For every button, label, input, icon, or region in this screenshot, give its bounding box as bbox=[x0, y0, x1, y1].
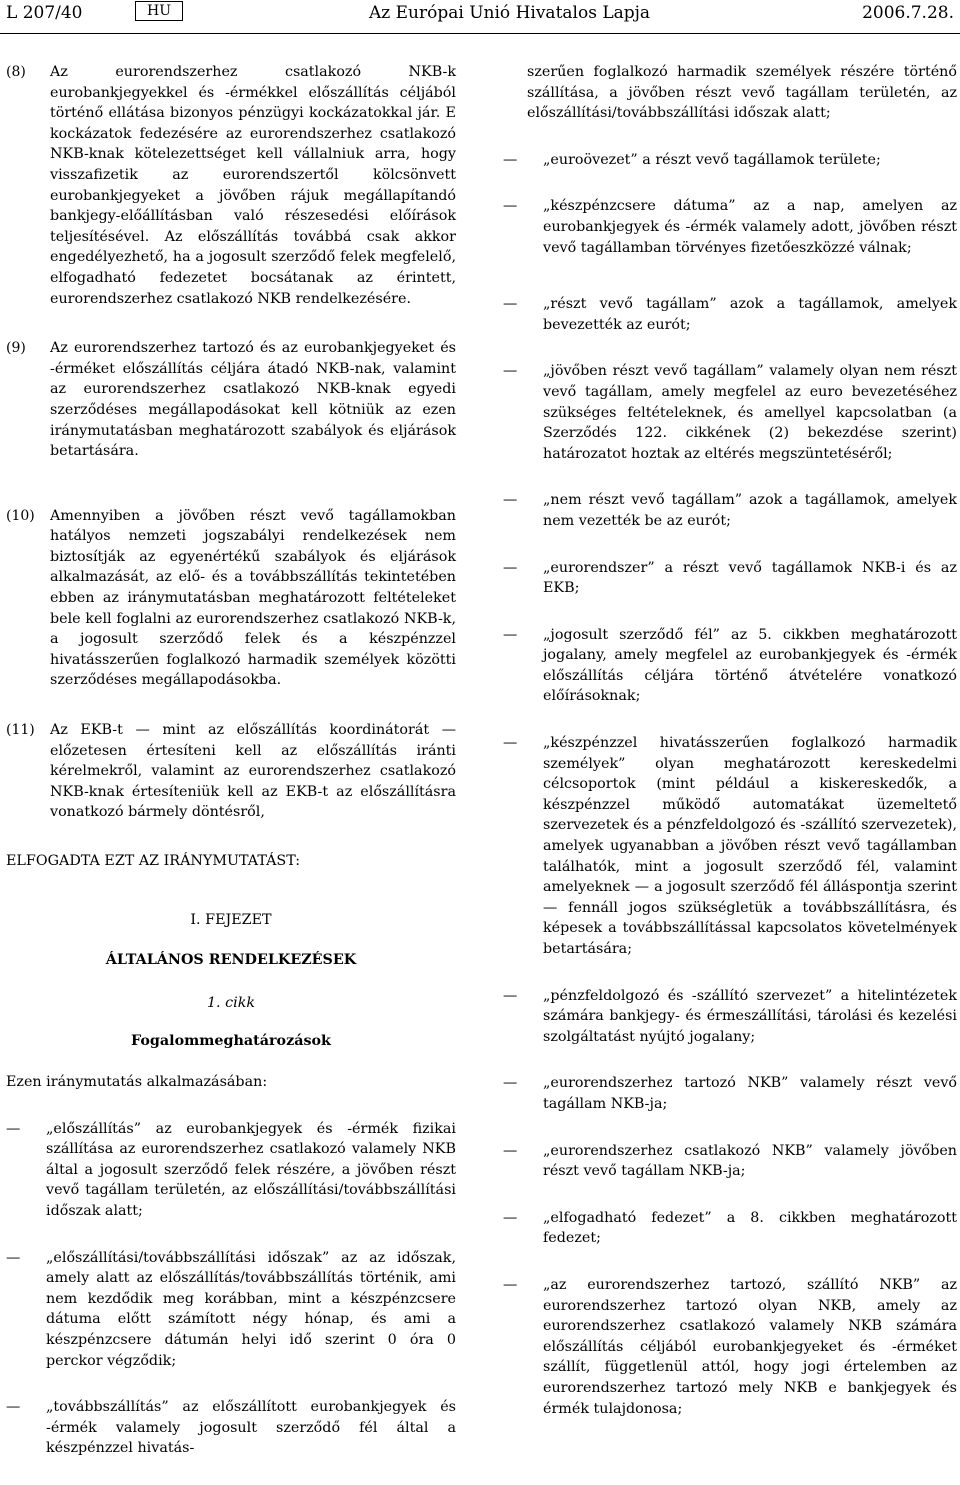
dash-marker: — bbox=[503, 1276, 518, 1293]
definition-item bbox=[503, 1208, 957, 1249]
publication-date: 2006.7.28. bbox=[862, 3, 954, 23]
page-reference: L 207/40 bbox=[6, 3, 83, 23]
definition-item bbox=[503, 1275, 957, 1419]
right-column bbox=[503, 62, 957, 1419]
article-number: 1. cikk bbox=[206, 994, 256, 1011]
definition-text: „elfogadható fedezet” a 8. cikkben meghatározott fedezet; bbox=[543, 1209, 957, 1247]
definition-item bbox=[503, 361, 957, 464]
definition-text: „készpénzzel hivatásszerűen foglalkozó harmadik személyek” olyan meghatározott kereskedelmi célcsoportok (mint például a kiskereskedők, a készpénzzel működő automatákat üzemeltető szervezetek és a pénzfeldolgozó és -szállító szervezetek), amelyek ugyanabban a jövőben részt vevő tagállamban találhatók, mint a jogosult szerződő fél, valamint amelyeknek — a jogosult szerződő fél álláspontja szerint — fennáll jogos szükségletük a továbbszállításra, és képesek a továbbszállítással kapcsolatos követelmények betartására; bbox=[543, 735, 957, 957]
definition-text: „nem részt vevő tagállam” azok a tagállamok, amelyek nem vezették be az eurót; bbox=[543, 492, 957, 529]
continuation-text: szerűen foglalkozó harmadik személyek részére történő szállítása, a jövőben részt vevő tagállam területén, az előszállítási/továbbszállítási időszak alatt; bbox=[527, 64, 957, 122]
definition-item bbox=[503, 150, 957, 171]
definition-text: „euroövezet” a részt vevő tagállamok területe; bbox=[543, 151, 881, 168]
language-badge: HU bbox=[135, 1, 183, 21]
page-header bbox=[0, 0, 960, 28]
header-rule bbox=[0, 33, 960, 34]
definition-text: „eurorendszer” a részt vevő tagállamok NKB-i és az EKB; bbox=[543, 559, 957, 597]
recital-text: Az eurorendszerhez csatlakozó NKB-k eurobankjegyekkel és -érmékkel előszállítás céljából történő ellátása bizonyos pénzügyi kockázatokkal jár. E kockázatok fedezésére az eurorendszerhez csatlakozó NKB-knak kötelezettséget kell vállalniuk arra, hogy visszafizetik az eurorendszertől kölcsönvett eurobankjegyeket a jövőben rájuk megállapítandó bankjegy-előállításban való részesedési előírások teljesítésével. Az előszállítás továbbá csak akkor engedélyezhető, ha a jogosult szerződő felek megfelelő, elfogadható fedezetet bocsátanak az érintett, eurorendszerhez csatlakozó NKB rendelkezésére. bbox=[50, 64, 456, 307]
recital-number: (11) bbox=[6, 722, 35, 739]
recital-text: Az eurorendszerhez tartozó és az eurobankjegyeket és -érméket előszállítás céljára átadó NKB-nak, valamint az eurorendszerhez csatlakozó NKB-knak egyedi szerződéses megállapodásokat kell kötniük az ezen iránymutatásban meghatározott szabályok és eljárások betartására. bbox=[50, 340, 456, 460]
definitions-intro: Ezen iránymutatás alkalmazásában: bbox=[6, 1073, 268, 1090]
definition-item bbox=[503, 294, 957, 335]
dash-marker: — bbox=[503, 363, 518, 380]
recital bbox=[6, 62, 456, 309]
dash-marker: — bbox=[503, 151, 518, 168]
definition-text: „továbbszállítás” az előszállított eurobankjegyek és -érmék valamely jogosult szerződő fél által a készpénzzel hivatás- bbox=[46, 1399, 456, 1457]
recital-number: (8) bbox=[6, 64, 26, 80]
dash-marker: — bbox=[6, 1249, 21, 1266]
dash-marker: — bbox=[503, 1075, 518, 1092]
chapter-number: I. FEJEZET bbox=[190, 911, 272, 928]
definition-text: „előszállítási/továbbszállítási időszak” az az időszak, amely alatt az előszállítás/továbbszállítás történik, ami nem kezdődik meg korábban, mint a készpénzcsere dátuma előtt számított négy hónap, és ami a készpénzcsere dátumán helyi idő szerint 0 óra 0 perckor végződik; bbox=[46, 1249, 456, 1369]
dash-marker: — bbox=[6, 1120, 21, 1137]
dash-marker: — bbox=[503, 987, 518, 1004]
left-column bbox=[6, 62, 456, 1485]
dash-marker: — bbox=[503, 1209, 518, 1226]
definition-text: „készpénzcsere dátuma” az a nap, amelyen az eurobankjegyek és -érmék valamely adott, jövőben részt vevő tagállamban törvényes fizetőeszközzé válnak; bbox=[543, 198, 957, 256]
definition-item bbox=[503, 733, 957, 960]
dash-marker: — bbox=[503, 492, 518, 509]
recital-text: Amennyiben a jövőben részt vevő tagállamokban hatályos nemzeti jogszabályi rendelkezések nem biztosítják az egyenértékű szabályok és eljárások alkalmazását, az elő- és a továbbszállítás tekintetében ebben az iránymutatásban meghatározott feltételeket bele kell foglalni az eurorendszerhez csatlakozó NKB-k, a jogosult szerződő felek és a készpénzzel hivatásszerűen foglalkozó harmadik személyek közötti szerződéses megállapodásokba. bbox=[50, 507, 456, 689]
dash-marker: — bbox=[503, 198, 518, 215]
definition-text: „részt vevő tagállam” azok a tagállamok, amelyek bevezették az eurót; bbox=[543, 296, 957, 333]
dash-marker: — bbox=[503, 559, 518, 576]
dash-marker: — bbox=[503, 735, 518, 752]
definition-item bbox=[503, 558, 957, 599]
definition-item bbox=[6, 1397, 456, 1459]
recital-number: (10) bbox=[6, 507, 35, 524]
dash-marker: — bbox=[6, 1399, 21, 1416]
definition-item bbox=[503, 1141, 957, 1182]
recital-text: Az EKB-t — mint az előszállítás koordinátorát — előzetesen értesíteni kell az előszállítás iránti kérelmekről, valamint az eurorendszerhez csatlakozó NKB-knak értesíteniük kell az EKB-t az előszállításra vonatkozó bármely döntésről, bbox=[50, 722, 456, 821]
definition-text: „az eurorendszerhez tartozó, szállító NKB” az eurorendszerhez tartozó olyan NKB, amely az eurorendszerhez csatlakozó valamely NKB számára előszállítás céljából eurobankjegyeket és -érméket szállít, függetlenül attól, hogy jogi értelemben az eurorendszerhez tartozó mely NKB e bankjegyek és érmék tulajdonosa; bbox=[543, 1276, 957, 1417]
definition-text: „eurorendszerhez csatlakozó NKB” valamely jövőben részt vevő tagállam NKB-ja; bbox=[543, 1142, 957, 1180]
adoption-statement: ELFOGADTA EZT AZ IRÁNYMUTATÁST: bbox=[6, 853, 301, 869]
recital bbox=[6, 506, 456, 691]
definition-item bbox=[503, 625, 957, 707]
recital bbox=[6, 720, 456, 823]
recital-number: (9) bbox=[6, 340, 26, 357]
definition-text: „előszállítás” az eurobankjegyek és -érmék fizikai szállítása az eurorendszerhez csatlakozó valamely NKB által a jogosult szerződő felek részére, a jövőben részt vevő tagállam területén, az előszállítási/továbbszállítási időszak alatt; bbox=[46, 1120, 456, 1219]
definition-item bbox=[6, 1248, 456, 1372]
definition-item bbox=[503, 490, 957, 531]
recital bbox=[6, 338, 456, 462]
dash-marker: — bbox=[503, 1142, 518, 1159]
definition-text: „eurorendszerhez tartozó NKB” valamely részt vevő tagállam NKB-ja; bbox=[543, 1075, 957, 1112]
chapter-title: ÁLTALÁNOS RENDELKEZÉSEK bbox=[105, 952, 357, 969]
definition-item bbox=[503, 986, 957, 1048]
definition-item bbox=[503, 196, 957, 258]
article-title: Fogalommeghatározások bbox=[131, 1033, 331, 1050]
definition-text: „pénzfeldolgozó és -szállító szervezet” a hitelintézetek számára bankjegy- és érmeszállítási, tárolási és kezelési szolgáltatást nyújtó jogalany; bbox=[543, 987, 957, 1045]
dash-marker: — bbox=[503, 626, 518, 643]
definition-item bbox=[503, 1073, 957, 1114]
definition-text: „jövőben részt vevő tagállam” valamely olyan nem részt vevő tagállam, amely megfelel az euro bevezetéséhez szükséges feltételeknek, és amellyel kapcsolatban (a Szerződés 122. cikkének (2) bekezdése szerint) határozatot hoztak az eltérés megszüntetéséről; bbox=[543, 363, 957, 462]
definition-item bbox=[6, 1119, 456, 1222]
dash-marker: — bbox=[503, 296, 518, 313]
journal-title: Az Európai Unió Hivatalos Lapja bbox=[369, 3, 651, 23]
definition-text: „jogosult szerződő fél” az 5. cikkben meghatározott jogalany, amely megfelel az eurobankjegyek és -érmék előszállítás céljára történő átvételére vonatkozó előírásoknak; bbox=[543, 626, 957, 705]
